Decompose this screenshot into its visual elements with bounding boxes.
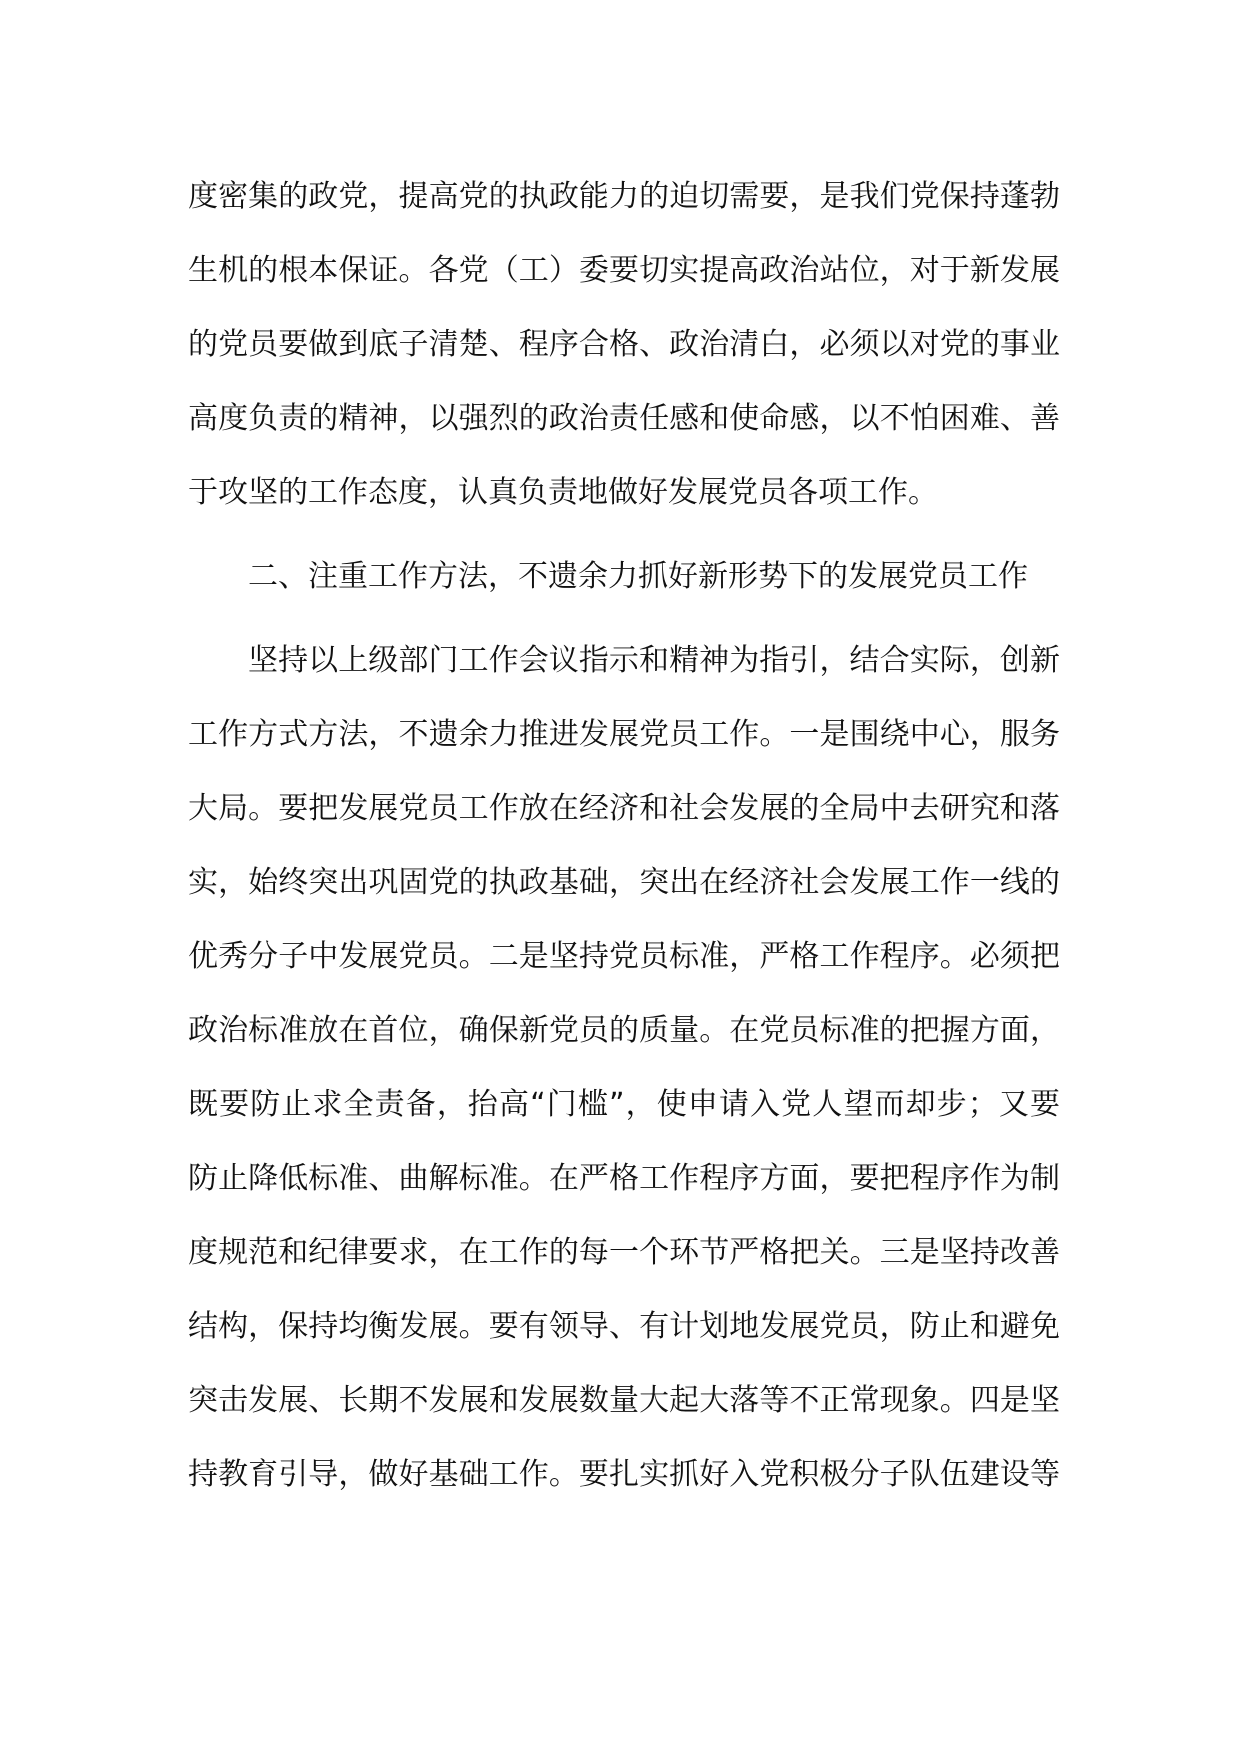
body-line-10: 实，始终突出巩固党的执政基础，突出在经济社会发展工作一线的: [188, 865, 1060, 900]
body-line-15: 度规范和纪律要求，在工作的每一个环节严格把关。三是坚持改善: [188, 1235, 1060, 1270]
body-line-9: 大局。要把发展党员工作放在经济和社会发展的全局中去研究和落: [188, 791, 1060, 826]
body-line-12: 政治标准放在首位，确保新党员的质量。在党员标准的把握方面，: [188, 1013, 1060, 1048]
body-line-2: 生机的根本保证。各党（工）委要切实提高政治站位，对于新发展: [188, 253, 1060, 288]
body-line-14: 防止降低标准、曲解标准。在严格工作程序方面，要把程序作为制: [188, 1161, 1060, 1196]
body-line-16: 结构，保持均衡发展。要有领导、有计划地发展党员，防止和避免: [188, 1309, 1060, 1344]
body-line-7: 坚持以上级部门工作会议指示和精神为指引，结合实际，创新: [248, 643, 1060, 678]
body-line-5: 于攻坚的工作态度，认真负责地做好发展党员各项工作。: [188, 475, 938, 510]
body-line-13: 既要防止求全责备，抬高“门槛”，使申请入党人望而却步；又要: [188, 1087, 1060, 1122]
body-line-11: 优秀分子中发展党员。二是坚持党员标准，严格工作程序。必须把: [188, 939, 1060, 974]
section-heading: 二、注重工作方法，不遗余力抓好新形势下的发展党员工作: [248, 559, 1028, 594]
body-line-1: 度密集的政党，提高党的执政能力的迫切需要，是我们党保持蓬勃: [188, 179, 1060, 214]
body-line-18: 持教育引导，做好基础工作。要扎实抓好入党积极分子队伍建设等: [188, 1457, 1060, 1492]
body-line-3: 的党员要做到底子清楚、程序合格、政治清白，必须以对党的事业: [188, 327, 1060, 362]
body-line-4: 高度负责的精神，以强烈的政治责任感和使命感，以不怕困难、善: [188, 401, 1060, 436]
body-line-8: 工作方式方法，不遗余力推进发展党员工作。一是围绕中心，服务: [188, 717, 1060, 752]
body-line-17: 突击发展、长期不发展和发展数量大起大落等不正常现象。四是坚: [188, 1383, 1060, 1418]
